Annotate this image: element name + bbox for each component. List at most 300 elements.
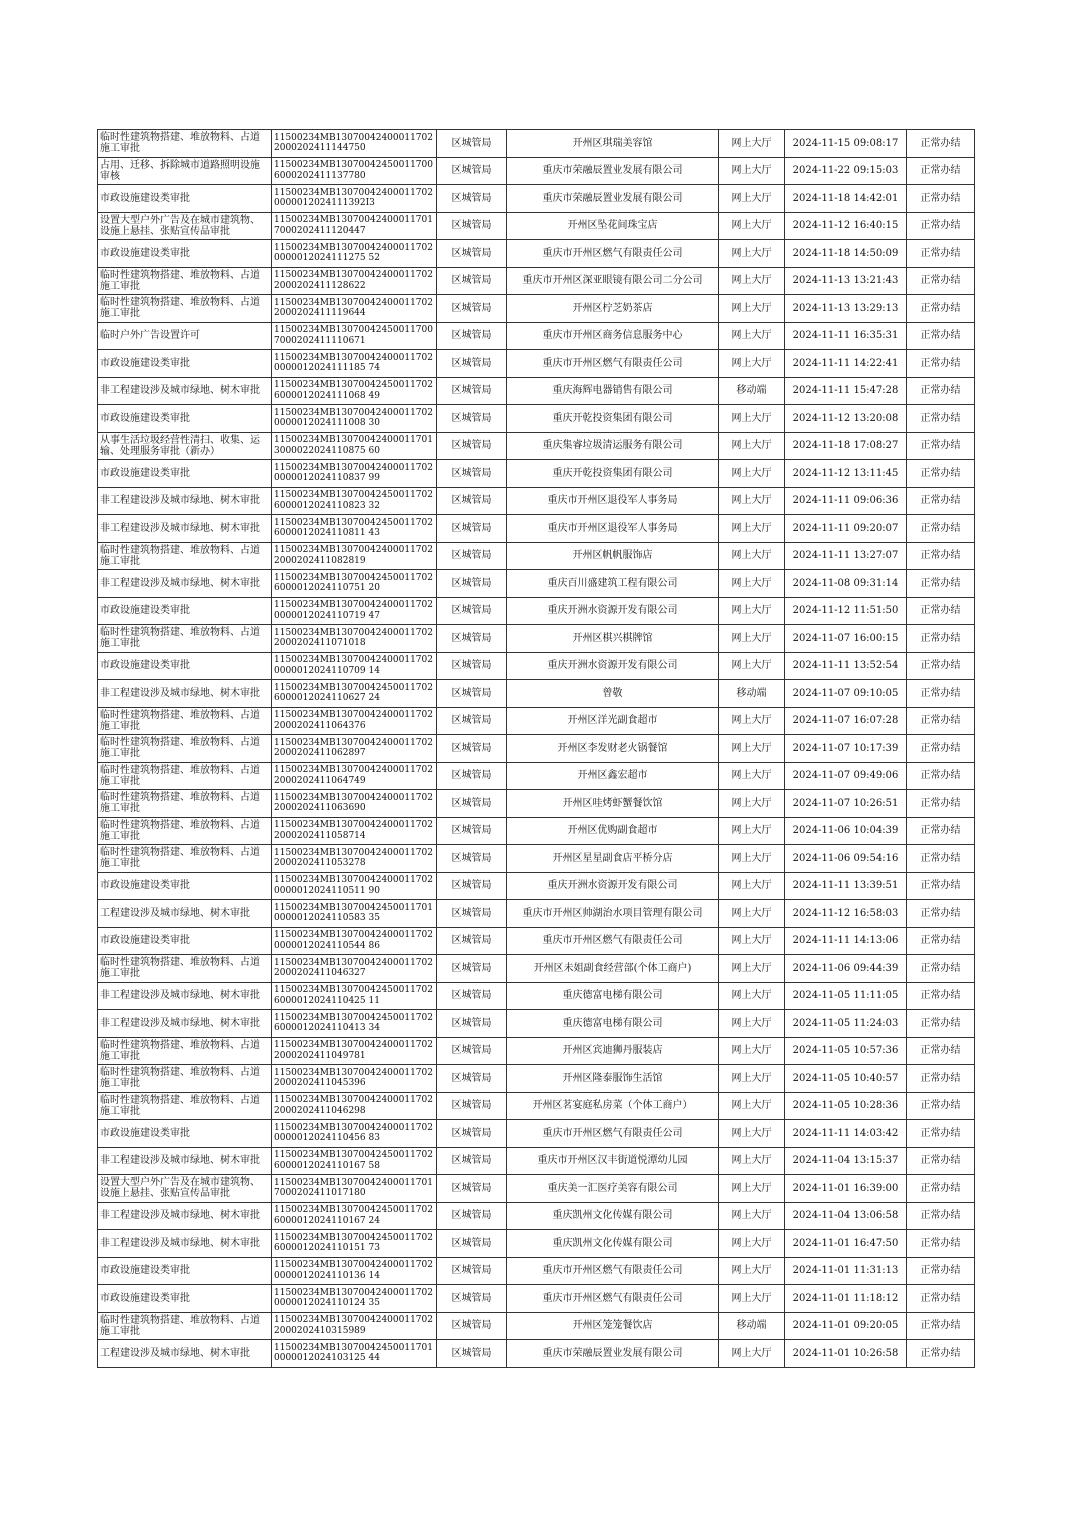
table-row (98, 1120, 975, 1148)
table-row (98, 295, 975, 323)
department-cell: 区城管局 (437, 1010, 507, 1038)
applicant-cell: 重庆市开州区燃气有限责任公司 (507, 240, 719, 268)
department-cell: 区城管局 (437, 762, 507, 790)
department-cell: 区城管局 (437, 1285, 507, 1313)
department-cell: 区城管局 (437, 185, 507, 213)
channel-cell: 网上大厅 (719, 267, 785, 295)
case-number-cell: 11500234MB130700424500117026000012024110413 34 (272, 1010, 437, 1038)
status-cell: 正常办结 (907, 1037, 975, 1065)
case-number-cell: 11500234MB130700424000117022000202411082819 (272, 542, 437, 570)
table-row (98, 185, 975, 213)
status-cell: 正常办结 (907, 1120, 975, 1148)
case-number-cell: 11500234MB130700424500117026000012024110627 24 (272, 680, 437, 708)
completed-time-cell: 2024-11-11 13:27:07 (785, 542, 907, 570)
item-name-cell: 临时性建筑物搭建、堆放物料、占道施工审批 (98, 817, 272, 845)
table-row (98, 1065, 975, 1093)
case-number-cell: 11500234MB130700424000117020000012024111008 30 (272, 405, 437, 433)
case-number-cell: 11500234MB130700424000117022000202411063690 (272, 790, 437, 818)
channel-cell: 网上大厅 (719, 350, 785, 378)
item-name-cell: 临时性建筑物搭建、堆放物料、占道施工审批 (98, 130, 272, 158)
item-name-cell: 工程建设涉及城市绿地、树木审批 (98, 1340, 272, 1368)
channel-cell: 网上大厅 (719, 185, 785, 213)
status-cell: 正常办结 (907, 1285, 975, 1313)
completed-time-cell: 2024-11-01 16:39:00 (785, 1175, 907, 1203)
status-cell: 正常办结 (907, 1092, 975, 1120)
table-row (98, 1340, 975, 1368)
table-row (98, 212, 975, 240)
department-cell: 区城管局 (437, 542, 507, 570)
table-row (98, 845, 975, 873)
channel-cell: 网上大厅 (719, 515, 785, 543)
status-cell: 正常办结 (907, 597, 975, 625)
department-cell: 区城管局 (437, 680, 507, 708)
table-row (98, 1010, 975, 1038)
applicant-cell: 开州区柠芝奶茶店 (507, 295, 719, 323)
completed-time-cell: 2024-11-11 16:35:31 (785, 322, 907, 350)
case-number-cell: 11500234MB130700424000117022000202411064376 (272, 707, 437, 735)
completed-time-cell: 2024-11-11 14:22:41 (785, 350, 907, 378)
item-name-cell: 临时性建筑物搭建、堆放物料、占道施工审批 (98, 790, 272, 818)
completed-time-cell: 2024-11-01 11:18:12 (785, 1285, 907, 1313)
item-name-cell: 非工程建设涉及城市绿地、树木审批 (98, 487, 272, 515)
table-row (98, 625, 975, 653)
applicant-cell: 开州区洋光副食超市 (507, 707, 719, 735)
table-row (98, 240, 975, 268)
completed-time-cell: 2024-11-15 09:08:17 (785, 130, 907, 158)
completed-time-cell: 2024-11-13 13:21:43 (785, 267, 907, 295)
status-cell: 正常办结 (907, 1340, 975, 1368)
applicant-cell: 重庆市开州区帅湖治水项目管理有限公司 (507, 900, 719, 928)
case-number-cell: 11500234MB130700424000117022000202410315989 (272, 1312, 437, 1340)
department-cell: 区城管局 (437, 955, 507, 983)
table-row (98, 1092, 975, 1120)
applicant-cell: 重庆市开州区燃气有限责任公司 (507, 927, 719, 955)
department-cell: 区城管局 (437, 817, 507, 845)
department-cell: 区城管局 (437, 707, 507, 735)
status-cell: 正常办结 (907, 1010, 975, 1038)
table-row (98, 955, 975, 983)
completed-time-cell: 2024-11-01 16:47:50 (785, 1230, 907, 1258)
item-name-cell: 非工程建设涉及城市绿地、树木审批 (98, 1230, 272, 1258)
item-name-cell: 非工程建设涉及城市绿地、树木审批 (98, 515, 272, 543)
channel-cell: 网上大厅 (719, 1037, 785, 1065)
channel-cell: 网上大厅 (719, 762, 785, 790)
case-number-cell: 11500234MB130700424500117026000012024110823 32 (272, 487, 437, 515)
department-cell: 区城管局 (437, 1120, 507, 1148)
status-cell: 正常办结 (907, 680, 975, 708)
table-row (98, 377, 975, 405)
applicant-cell: 重庆凯州文化传媒有限公司 (507, 1202, 719, 1230)
item-name-cell: 市政设施建设类审批 (98, 240, 272, 268)
table-row (98, 570, 975, 598)
status-cell: 正常办结 (907, 432, 975, 460)
item-name-cell: 临时性建筑物搭建、堆放物料、占道施工审批 (98, 707, 272, 735)
item-name-cell: 临时性建筑物搭建、堆放物料、占道施工审批 (98, 295, 272, 323)
status-cell: 正常办结 (907, 515, 975, 543)
applicant-cell: 重庆市开州区燃气有限责任公司 (507, 1120, 719, 1148)
department-cell: 区城管局 (437, 240, 507, 268)
channel-cell: 网上大厅 (719, 1202, 785, 1230)
applicant-cell: 开州区琪瑞美容馆 (507, 130, 719, 158)
item-name-cell: 设置大型户外广告及在城市建筑物、设施上悬挂、张贴宣传品审批 (98, 1175, 272, 1203)
item-name-cell: 从事生活垃圾经营性清扫、收集、运输、处理服务审批（新办） (98, 432, 272, 460)
channel-cell: 网上大厅 (719, 982, 785, 1010)
table-row (98, 735, 975, 763)
status-cell: 正常办结 (907, 185, 975, 213)
status-cell: 正常办结 (907, 350, 975, 378)
table-row (98, 927, 975, 955)
applicant-cell: 曾敬 (507, 680, 719, 708)
completed-time-cell: 2024-11-11 09:06:36 (785, 487, 907, 515)
channel-cell: 网上大厅 (719, 872, 785, 900)
department-cell: 区城管局 (437, 570, 507, 598)
completed-time-cell: 2024-11-04 13:06:58 (785, 1202, 907, 1230)
channel-cell: 网上大厅 (719, 295, 785, 323)
case-number-cell: 11500234MB130700424000117022000202411064749 (272, 762, 437, 790)
completed-time-cell: 2024-11-07 10:17:39 (785, 735, 907, 763)
table-row (98, 982, 975, 1010)
completed-time-cell: 2024-11-13 13:29:13 (785, 295, 907, 323)
applicant-cell: 重庆市荣融辰置业发展有限公司 (507, 157, 719, 185)
department-cell: 区城管局 (437, 1092, 507, 1120)
table-row (98, 790, 975, 818)
case-number-cell: 11500234MB130700424000117020000012024111185 74 (272, 350, 437, 378)
completed-time-cell: 2024-11-12 16:40:15 (785, 212, 907, 240)
item-name-cell: 市政设施建设类审批 (98, 1120, 272, 1148)
case-number-cell: 11500234MB130700424000117020000012024110136 14 (272, 1257, 437, 1285)
table-row (98, 652, 975, 680)
channel-cell: 网上大厅 (719, 707, 785, 735)
applicant-cell: 重庆开洲水资源开发有限公司 (507, 597, 719, 625)
completed-time-cell: 2024-11-11 13:39:51 (785, 872, 907, 900)
channel-cell: 网上大厅 (719, 1257, 785, 1285)
department-cell: 区城管局 (437, 1065, 507, 1093)
applicant-cell: 重庆开洲水资源开发有限公司 (507, 872, 719, 900)
item-name-cell: 市政设施建设类审批 (98, 1285, 272, 1313)
applicant-cell: 重庆集睿垃圾清运服务有限公司 (507, 432, 719, 460)
channel-cell: 网上大厅 (719, 1147, 785, 1175)
applicant-cell: 重庆市开州区燃气有限责任公司 (507, 1257, 719, 1285)
item-name-cell: 临时性建筑物搭建、堆放物料、占道施工审批 (98, 762, 272, 790)
applicant-cell: 重庆市荣融辰置业发展有限公司 (507, 185, 719, 213)
channel-cell: 网上大厅 (719, 487, 785, 515)
table-row (98, 1285, 975, 1313)
applicant-cell: 重庆百川盛建筑工程有限公司 (507, 570, 719, 598)
status-cell: 正常办结 (907, 405, 975, 433)
table-row (98, 157, 975, 185)
table-row (98, 1312, 975, 1340)
department-cell: 区城管局 (437, 460, 507, 488)
completed-time-cell: 2024-11-08 09:31:14 (785, 570, 907, 598)
applicant-cell: 重庆德富电梯有限公司 (507, 982, 719, 1010)
case-number-cell: 11500234MB130700424000117022000202411045396 (272, 1065, 437, 1093)
completed-time-cell: 2024-11-05 11:24:03 (785, 1010, 907, 1038)
status-cell: 正常办结 (907, 1065, 975, 1093)
table-row (98, 515, 975, 543)
department-cell: 区城管局 (437, 900, 507, 928)
case-number-cell: 11500234MB130700424000117022000202411049781 (272, 1037, 437, 1065)
channel-cell: 网上大厅 (719, 1285, 785, 1313)
completed-time-cell: 2024-11-07 10:26:51 (785, 790, 907, 818)
item-name-cell: 临时性建筑物搭建、堆放物料、占道施工审批 (98, 955, 272, 983)
table-row (98, 900, 975, 928)
department-cell: 区城管局 (437, 1147, 507, 1175)
status-cell: 正常办结 (907, 487, 975, 515)
item-name-cell: 非工程建设涉及城市绿地、树木审批 (98, 1147, 272, 1175)
case-number-cell: 11500234MB130700424500117010000012024110583 35 (272, 900, 437, 928)
item-name-cell: 市政设施建设类审批 (98, 872, 272, 900)
case-number-cell: 11500234MB130700424500117007000202411110671 (272, 322, 437, 350)
case-number-cell: 11500234MB130700424500117026000012024110751 20 (272, 570, 437, 598)
department-cell: 区城管局 (437, 295, 507, 323)
table-row (98, 1037, 975, 1065)
channel-cell: 网上大厅 (719, 570, 785, 598)
status-cell: 正常办结 (907, 790, 975, 818)
table-row (98, 680, 975, 708)
item-name-cell: 市政设施建设类审批 (98, 652, 272, 680)
item-name-cell: 临时户外广告设置许可 (98, 322, 272, 350)
item-name-cell: 非工程建设涉及城市绿地、树木审批 (98, 680, 272, 708)
applicant-cell: 重庆开乾投资集团有限公司 (507, 460, 719, 488)
department-cell: 区城管局 (437, 212, 507, 240)
applicant-cell: 重庆市开州区汉丰街道悦潭幼儿园 (507, 1147, 719, 1175)
department-cell: 区城管局 (437, 982, 507, 1010)
applicant-cell: 开州区帆帆服饰店 (507, 542, 719, 570)
table-row (98, 350, 975, 378)
completed-time-cell: 2024-11-07 09:49:06 (785, 762, 907, 790)
channel-cell: 网上大厅 (719, 1010, 785, 1038)
channel-cell: 网上大厅 (719, 1120, 785, 1148)
status-cell: 正常办结 (907, 955, 975, 983)
item-name-cell: 市政设施建设类审批 (98, 460, 272, 488)
department-cell: 区城管局 (437, 845, 507, 873)
completed-time-cell: 2024-11-06 10:04:39 (785, 817, 907, 845)
item-name-cell: 非工程建设涉及城市绿地、树木审批 (98, 377, 272, 405)
case-number-cell: 11500234MB130700424000117020000012024110719 47 (272, 597, 437, 625)
case-number-cell: 11500234MB130700424500117006000202411137780 (272, 157, 437, 185)
department-cell: 区城管局 (437, 927, 507, 955)
item-name-cell: 市政设施建设类审批 (98, 405, 272, 433)
completed-time-cell: 2024-11-11 14:13:06 (785, 927, 907, 955)
completed-time-cell: 2024-11-12 13:20:08 (785, 405, 907, 433)
applicant-cell: 重庆市开州区商务信息服务中心 (507, 322, 719, 350)
department-cell: 区城管局 (437, 350, 507, 378)
channel-cell: 网上大厅 (719, 460, 785, 488)
applicant-cell: 开州区坠花间珠宝店 (507, 212, 719, 240)
department-cell: 区城管局 (437, 1340, 507, 1368)
department-cell: 区城管局 (437, 872, 507, 900)
channel-cell: 网上大厅 (719, 1340, 785, 1368)
channel-cell: 网上大厅 (719, 157, 785, 185)
applicant-cell: 开州区宾迪狮丹服装店 (507, 1037, 719, 1065)
case-number-cell: 11500234MB130700424000117020000012024110456 83 (272, 1120, 437, 1148)
status-cell: 正常办结 (907, 460, 975, 488)
channel-cell: 网上大厅 (719, 927, 785, 955)
table-row (98, 1175, 975, 1203)
completed-time-cell: 2024-11-05 10:28:36 (785, 1092, 907, 1120)
channel-cell: 网上大厅 (719, 1092, 785, 1120)
table-row (98, 762, 975, 790)
department-cell: 区城管局 (437, 652, 507, 680)
completed-time-cell: 2024-11-07 16:07:28 (785, 707, 907, 735)
completed-time-cell: 2024-11-05 11:11:05 (785, 982, 907, 1010)
status-cell: 正常办结 (907, 845, 975, 873)
applicant-cell: 重庆德富电梯有限公司 (507, 1010, 719, 1038)
completed-time-cell: 2024-11-01 11:31:13 (785, 1257, 907, 1285)
item-name-cell: 工程建设涉及城市绿地、树木审批 (98, 900, 272, 928)
completed-time-cell: 2024-11-11 13:52:54 (785, 652, 907, 680)
item-name-cell: 临时性建筑物搭建、堆放物料、占道施工审批 (98, 625, 272, 653)
department-cell: 区城管局 (437, 1257, 507, 1285)
item-name-cell: 临时性建筑物搭建、堆放物料、占道施工审批 (98, 1065, 272, 1093)
status-cell: 正常办结 (907, 1147, 975, 1175)
channel-cell: 网上大厅 (719, 130, 785, 158)
applicant-cell: 重庆市开州区退役军人事务局 (507, 487, 719, 515)
status-cell: 正常办结 (907, 157, 975, 185)
channel-cell: 网上大厅 (719, 790, 785, 818)
table-row (98, 460, 975, 488)
status-cell: 正常办结 (907, 872, 975, 900)
status-cell: 正常办结 (907, 267, 975, 295)
completed-time-cell: 2024-11-12 13:11:45 (785, 460, 907, 488)
department-cell: 区城管局 (437, 432, 507, 460)
applicant-cell: 重庆市开州区退役军人事务局 (507, 515, 719, 543)
case-number-cell: 11500234MB130700424000117020000012024110544 86 (272, 927, 437, 955)
applicant-cell: 开州区李发财老火锅餐馆 (507, 735, 719, 763)
status-cell: 正常办结 (907, 1175, 975, 1203)
channel-cell: 网上大厅 (719, 240, 785, 268)
channel-cell: 网上大厅 (719, 322, 785, 350)
case-number-cell: 11500234MB130700424000117017000202411017180 (272, 1175, 437, 1203)
channel-cell: 网上大厅 (719, 212, 785, 240)
channel-cell: 网上大厅 (719, 845, 785, 873)
department-cell: 区城管局 (437, 267, 507, 295)
item-name-cell: 市政设施建设类审批 (98, 597, 272, 625)
department-cell: 区城管局 (437, 377, 507, 405)
case-number-cell: 11500234MB130700424000117020000012024111392I3 (272, 185, 437, 213)
item-name-cell: 临时性建筑物搭建、堆放物料、占道施工审批 (98, 845, 272, 873)
case-number-cell: 11500234MB130700424000117022000202411053278 (272, 845, 437, 873)
applicant-cell: 开州区茗宴庭私房菜（个体工商户） (507, 1092, 719, 1120)
table-row (98, 1202, 975, 1230)
status-cell: 正常办结 (907, 212, 975, 240)
status-cell: 正常办结 (907, 762, 975, 790)
completed-time-cell: 2024-11-04 13:15:37 (785, 1147, 907, 1175)
case-number-cell: 11500234MB130700424500117026000012024110167 58 (272, 1147, 437, 1175)
applicant-cell: 重庆市荣融辰置业发展有限公司 (507, 1340, 719, 1368)
applicant-cell: 开州区未姐副食经营部(个体工商户) (507, 955, 719, 983)
case-number-cell: 11500234MB130700424000117022000202411119644 (272, 295, 437, 323)
case-number-cell: 11500234MB130700424000117022000202411062897 (272, 735, 437, 763)
department-cell: 区城管局 (437, 597, 507, 625)
completed-time-cell: 2024-11-01 10:26:58 (785, 1340, 907, 1368)
channel-cell: 网上大厅 (719, 597, 785, 625)
status-cell: 正常办结 (907, 900, 975, 928)
table-row (98, 1147, 975, 1175)
completed-time-cell: 2024-11-07 16:00:15 (785, 625, 907, 653)
table-row (98, 1257, 975, 1285)
item-name-cell: 占用、迁移、拆除城市道路照明设施审核 (98, 157, 272, 185)
applicant-cell: 重庆凯州文化传媒有限公司 (507, 1230, 719, 1258)
item-name-cell: 市政设施建设类审批 (98, 185, 272, 213)
table-row (98, 322, 975, 350)
item-name-cell: 临时性建筑物搭建、堆放物料、占道施工审批 (98, 542, 272, 570)
channel-cell: 网上大厅 (719, 955, 785, 983)
status-cell: 正常办结 (907, 570, 975, 598)
completed-time-cell: 2024-11-01 09:20:05 (785, 1312, 907, 1340)
case-number-cell: 11500234MB130700424000117022000202411046327 (272, 955, 437, 983)
item-name-cell: 临时性建筑物搭建、堆放物料、占道施工审批 (98, 735, 272, 763)
status-cell: 正常办结 (907, 1312, 975, 1340)
case-number-cell: 11500234MB130700424000117022000202411071018 (272, 625, 437, 653)
channel-cell: 网上大厅 (719, 405, 785, 433)
item-name-cell: 市政设施建设类审批 (98, 350, 272, 378)
case-number-cell: 11500234MB130700424000117013000022024110875 60 (272, 432, 437, 460)
case-number-cell: 11500234MB130700424500117010000012024103125 44 (272, 1340, 437, 1368)
table-row (98, 405, 975, 433)
completed-time-cell: 2024-11-12 11:51:50 (785, 597, 907, 625)
applicant-cell: 重庆美一汇医疗美容有限公司 (507, 1175, 719, 1203)
channel-cell: 移动端 (719, 1312, 785, 1340)
status-cell: 正常办结 (907, 817, 975, 845)
status-cell: 正常办结 (907, 652, 975, 680)
channel-cell: 网上大厅 (719, 652, 785, 680)
channel-cell: 网上大厅 (719, 735, 785, 763)
table-row (98, 542, 975, 570)
channel-cell: 网上大厅 (719, 625, 785, 653)
table-row (98, 267, 975, 295)
department-cell: 区城管局 (437, 1230, 507, 1258)
department-cell: 区城管局 (437, 157, 507, 185)
case-number-cell: 11500234MB130700424000117020000012024110709 14 (272, 652, 437, 680)
completed-time-cell: 2024-11-07 09:10:05 (785, 680, 907, 708)
applicant-cell: 开州区鑫宏超市 (507, 762, 719, 790)
status-cell: 正常办结 (907, 130, 975, 158)
case-number-cell: 11500234MB130700424500117026000012024110425 11 (272, 982, 437, 1010)
applicant-cell: 重庆市开州区燃气有限责任公司 (507, 350, 719, 378)
records-body (98, 130, 975, 1368)
case-number-cell: 11500234MB130700424000117020000012024111275 52 (272, 240, 437, 268)
table-row (98, 432, 975, 460)
completed-time-cell: 2024-11-11 14:03:42 (785, 1120, 907, 1148)
status-cell: 正常办结 (907, 707, 975, 735)
item-name-cell: 临时性建筑物搭建、堆放物料、占道施工审批 (98, 1037, 272, 1065)
completed-time-cell: 2024-11-06 09:54:16 (785, 845, 907, 873)
completed-time-cell: 2024-11-05 10:40:57 (785, 1065, 907, 1093)
applicant-cell: 开州区优购副食超市 (507, 817, 719, 845)
channel-cell: 网上大厅 (719, 542, 785, 570)
item-name-cell: 临时性建筑物搭建、堆放物料、占道施工审批 (98, 1312, 272, 1340)
applicant-cell: 重庆市开州区燃气有限责任公司 (507, 1285, 719, 1313)
completed-time-cell: 2024-11-05 10:57:36 (785, 1037, 907, 1065)
applicant-cell: 重庆开乾投资集团有限公司 (507, 405, 719, 433)
department-cell: 区城管局 (437, 735, 507, 763)
department-cell: 区城管局 (437, 625, 507, 653)
applicant-cell: 开州区星星副食店平桥分店 (507, 845, 719, 873)
table-row (98, 707, 975, 735)
case-number-cell: 11500234MB130700424000117022000202411058714 (272, 817, 437, 845)
status-cell: 正常办结 (907, 1202, 975, 1230)
status-cell: 正常办结 (907, 625, 975, 653)
item-name-cell: 市政设施建设类审批 (98, 1257, 272, 1285)
department-cell: 区城管局 (437, 322, 507, 350)
case-number-cell: 11500234MB130700424000117022000202411144750 (272, 130, 437, 158)
item-name-cell: 非工程建设涉及城市绿地、树木审批 (98, 1202, 272, 1230)
department-cell: 区城管局 (437, 1175, 507, 1203)
channel-cell: 网上大厅 (719, 1065, 785, 1093)
status-cell: 正常办结 (907, 322, 975, 350)
status-cell: 正常办结 (907, 1230, 975, 1258)
